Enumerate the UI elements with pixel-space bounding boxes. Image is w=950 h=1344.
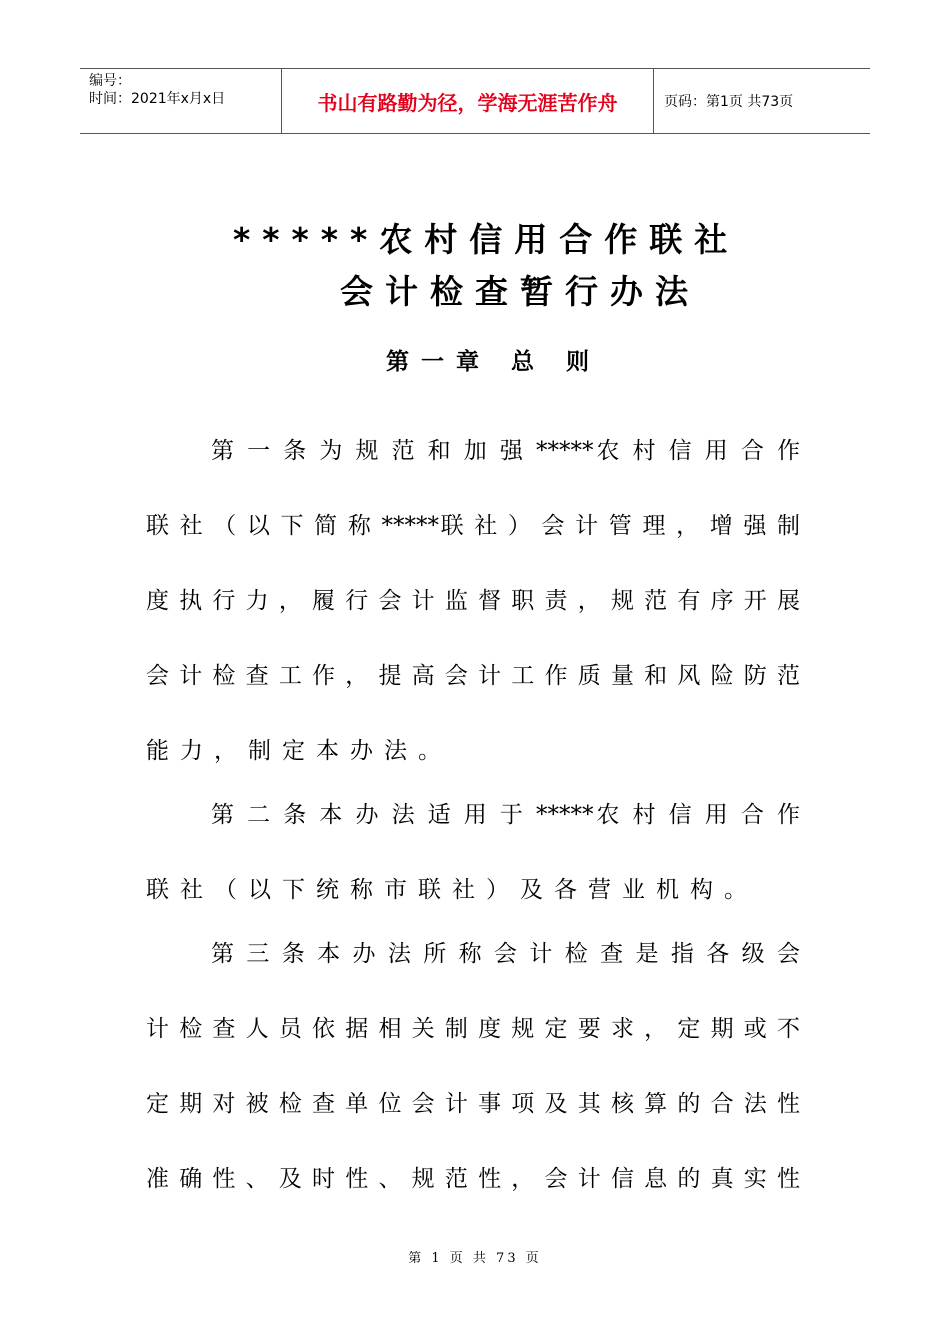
header-motto: 书山有路勤为径，学海无涯苦作舟 [282, 69, 654, 133]
body-line: 第 二 条 本 办 法 适 用 于 *****农 村 信 用 合 作 [211, 802, 800, 828]
body-line: 第 三 条 本 办 法 所 称 会 计 检 查 是 指 各 级 会 [211, 941, 800, 967]
header-meta [80, 69, 282, 133]
chapter-heading: 第一章 总 则 [386, 349, 602, 375]
page-header [80, 68, 870, 134]
header-page-info: 页码：第1页 共73页 [664, 94, 794, 110]
document-time-label: 时间：2021年x月x日 [89, 91, 226, 107]
document-title-line1: *****农村信用合作联社 [233, 220, 740, 259]
body-line: 计 检 查 人 员 依 据 相 关 制 度 规 定 要 求 ， 定 期 或 不 [146, 1016, 800, 1042]
body-line: 会 计 检 查 工 作 ， 提 高 会 计 工 作 质 量 和 风 险 防 范 [146, 663, 800, 689]
body-line: 定 期 对 被 检 查 单 位 会 计 事 项 及 其 核 算 的 合 法 性 [146, 1091, 800, 1117]
body-line: 联社（以下统称市联社）及各营业机构。 [146, 877, 758, 903]
body-line: 联 社 （ 以 下 简 称 *****联 社 ） 会 计 管 理 ， 增 强 制 [146, 513, 800, 539]
document-title-line2: 会计检查暂行办法 [340, 272, 700, 311]
page-footer: 第 1 页 共 73 页 [408, 1251, 542, 1266]
body-line: 能力，制定本办法。 [146, 738, 452, 764]
body-line: 第 一 条 为 规 范 和 加 强 *****农 村 信 用 合 作 [211, 438, 800, 464]
body-line: 度 执 行 力 ， 履 行 会 计 监 督 职 责 ， 规 范 有 序 开 展 [146, 588, 800, 614]
document-number-label: 编号： [89, 73, 131, 89]
body-line: 准 确 性 、 及 时 性 、 规 范 性 ， 会 计 信 息 的 真 实 性 [146, 1166, 800, 1192]
